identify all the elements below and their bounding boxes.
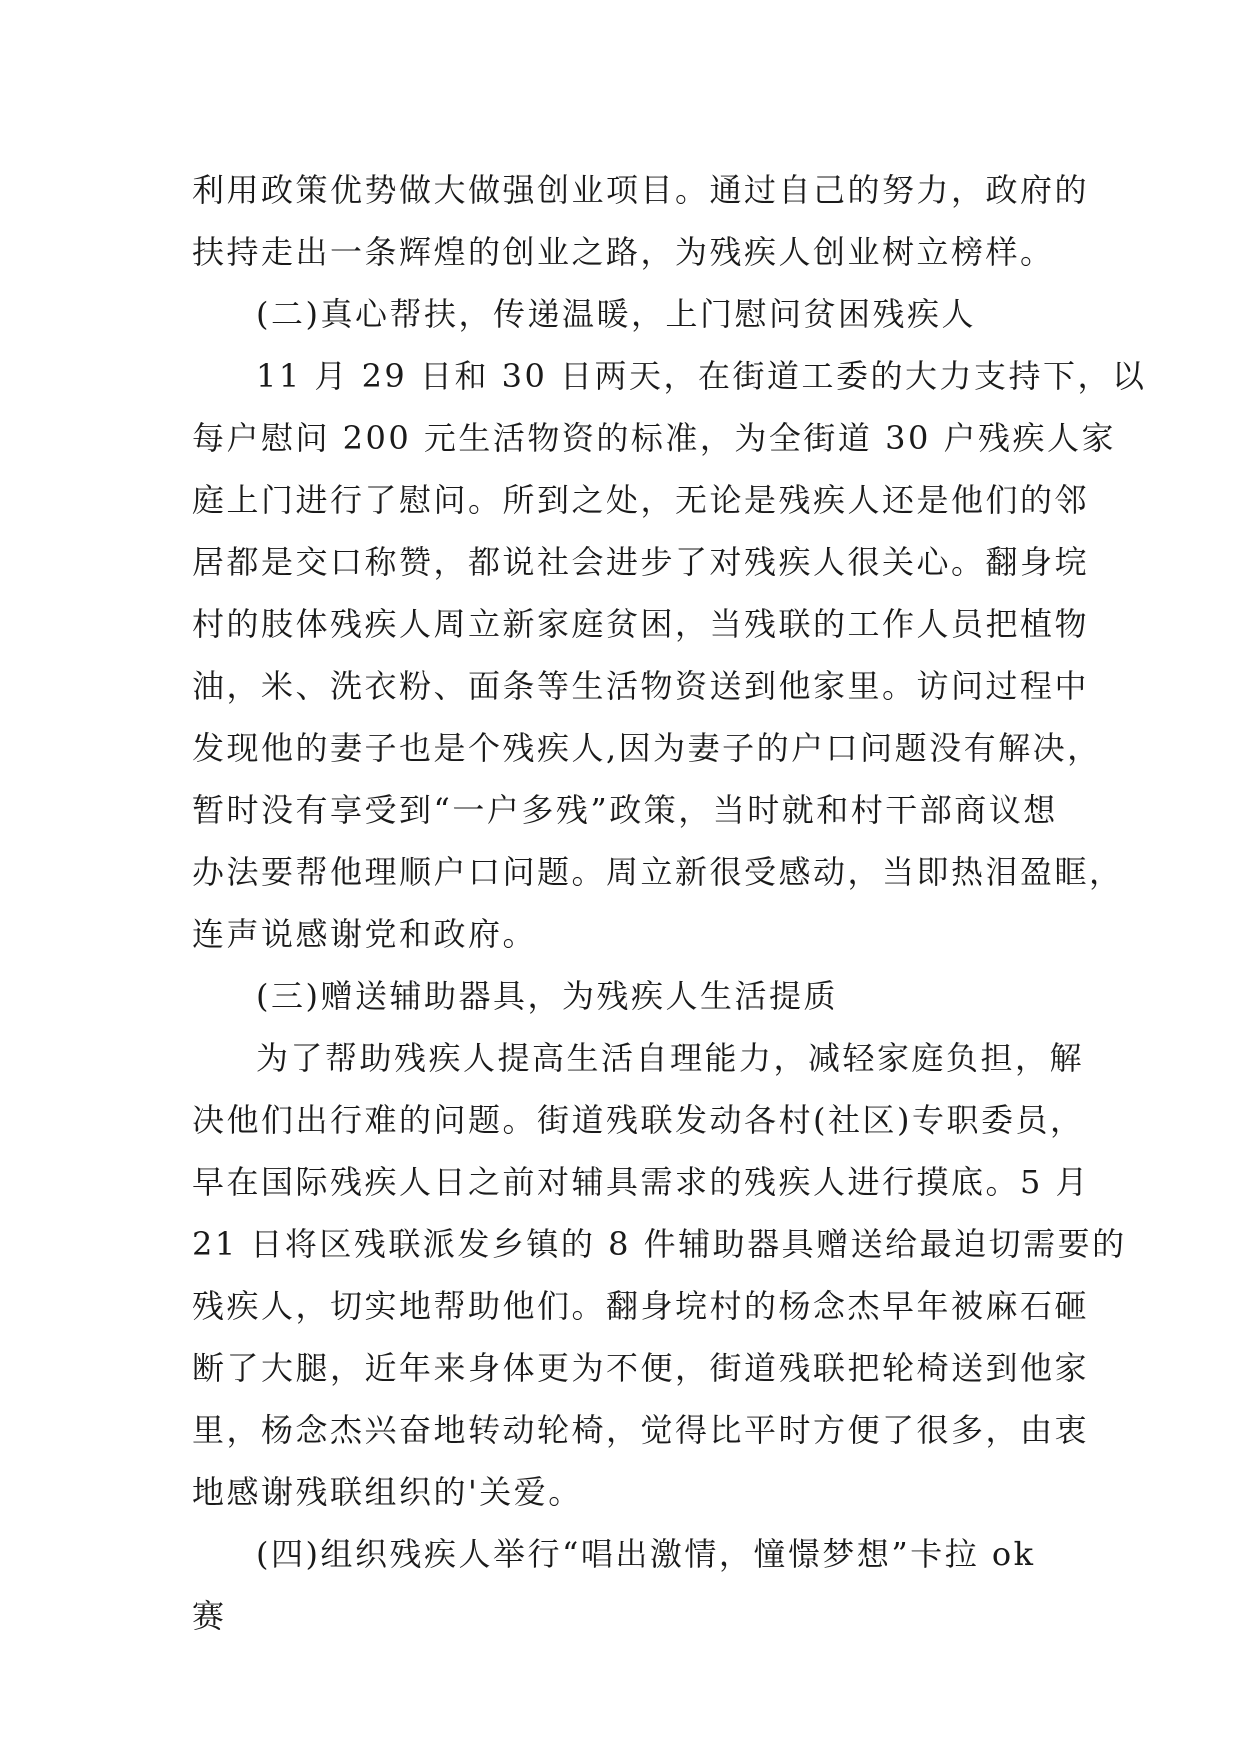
text-line: 里，杨念杰兴奋地转动轮椅，觉得比平时方便了很多，由衷 bbox=[192, 1411, 1090, 1449]
text-line: (三)赠送辅助器具，为残疾人生活提质 bbox=[256, 977, 838, 1015]
text-line: 21 日将区残联派发乡镇的 8 件辅助器具赠送给最迫切需要的 bbox=[192, 1225, 1127, 1263]
text-line: 居都是交口称赞，都说社会进步了对残疾人很关心。翻身垸 bbox=[192, 543, 1090, 581]
text-line: 决他们出行难的问题。街道残联发动各村(社区)专职委员， bbox=[192, 1101, 1085, 1139]
text-line: 为了帮助残疾人提高生活自理能力，减轻家庭负担，解 bbox=[256, 1039, 1085, 1077]
text-line: 每户慰问 200 元生活物资的标准，为全街道 30 户残疾人家 bbox=[192, 419, 1116, 457]
text-line: 11 月 29 日和 30 日两天，在街道工委的大力支持下，以 bbox=[256, 357, 1147, 395]
text-line: 利用政策优势做大做强创业项目。通过自己的努力，政府的 bbox=[192, 171, 1090, 209]
text-line: 扶持走出一条辉煌的创业之路，为残疾人创业树立榜样。 bbox=[192, 233, 1055, 271]
text-line: 地感谢残联组织的'关爱。 bbox=[192, 1473, 583, 1511]
text-line: 庭上门进行了慰问。所到之处，无论是残疾人还是他们的邻 bbox=[192, 481, 1090, 519]
text-line: 办法要帮他理顺户口问题。周立新很受感动，当即热泪盈眶， bbox=[192, 853, 1124, 891]
text-line: 早在国际残疾人日之前对辅具需求的残疾人进行摸底。5 月 bbox=[192, 1163, 1091, 1201]
text-line: (四)组织残疾人举行“唱出激情，憧憬梦想”卡拉 ok bbox=[256, 1535, 1036, 1573]
text-line: 暂时没有享受到“一户多残”政策，当时就和村干部商议想 bbox=[192, 791, 1058, 829]
text-line: 油，米、洗衣粉、面条等生活物资送到他家里。访问过程中 bbox=[192, 667, 1090, 705]
document-body bbox=[192, 159, 1147, 1647]
text-line: (二)真心帮扶，传递温暖，上门慰问贫困残疾人 bbox=[256, 295, 976, 333]
text-line: 村的肢体残疾人周立新家庭贫困，当残联的工作人员把植物 bbox=[192, 605, 1090, 643]
text-line: 连声说感谢党和政府。 bbox=[192, 915, 538, 953]
text-line: 残疾人，切实地帮助他们。翻身垸村的杨念杰早年被麻石砸 bbox=[192, 1287, 1090, 1325]
text-line: 赛 bbox=[192, 1597, 227, 1635]
text-line: 断了大腿，近年来身体更为不便，街道残联把轮椅送到他家 bbox=[192, 1349, 1090, 1387]
text-line: 发现他的妻子也是个残疾人,因为妻子的户口问题没有解决， bbox=[192, 729, 1102, 767]
